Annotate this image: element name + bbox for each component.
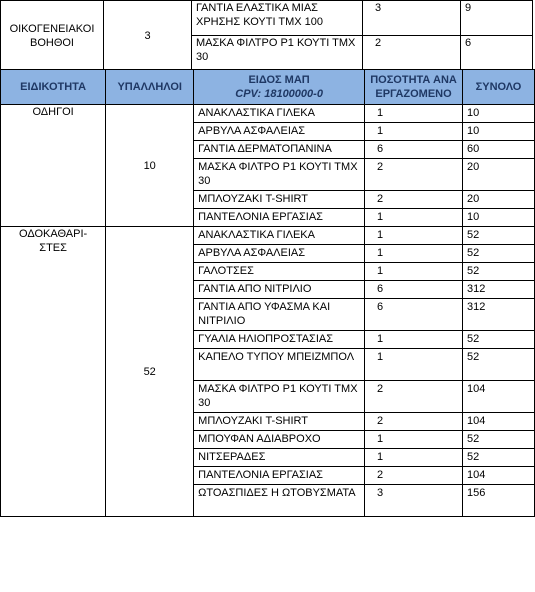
total-cell: 52 [463,431,535,449]
qty-cell: 2 [365,413,463,431]
item-cell: ΠΑΝΤΕΛΟΝΙΑ ΕΡΓΑΣΙΑΣ [194,467,365,485]
total-cell: 52 [463,349,535,381]
employees-cell: 3 [104,1,192,71]
item-cell: ΝΙΤΣΕΡΑΔΕΣ [194,449,365,467]
total-cell: 156 [463,485,535,517]
item-cell: ΠΑΝΤΕΛΟΝΙΑ ΕΡΓΑΣΙΑΣ [194,209,365,227]
item-cell: ΑΝΑΚΛΑΣΤΙΚΑ ΓΙΛΕΚΑ [194,227,365,245]
employees-cell: 10 [106,105,194,227]
item-cell: ΚΑΠΕΛΟ ΤΥΠΟΥ ΜΠΕΙΖΜΠΟΛ [194,349,365,381]
total-cell: 9 [461,1,533,36]
total-cell: 104 [463,467,535,485]
table-row [1,1,533,36]
item-cell: ΜΑΣΚΑ ΦΙΛΤΡΟ P1 ΚΟΥΤΙ ΤΜΧ 30 [192,36,363,71]
item-cell: ΩΤΟΑΣΠΙΔΕΣ Η ΩΤΟΒΥΣΜΑΤΑ [194,485,365,517]
qty-cell: 3 [363,1,461,36]
role-cell: ΟΙΚΟΓΕΝΕΙΑΚΟΙ ΒΟΗΘΟΙ [1,1,104,71]
item-cell: ΑΝΑΚΛΑΣΤΙΚΑ ΓΙΛΕΚΑ [194,105,365,123]
total-cell: 10 [463,105,535,123]
qty-cell: 6 [365,281,463,299]
qty-cell: 1 [365,245,463,263]
employees-cell: 52 [106,227,194,517]
item-cell: ΓΑΝΤΙΑ ΔΕΡΜΑΤΟΠΑΝΙΝΑ [194,141,365,159]
qty-cell: 1 [365,227,463,245]
total-cell: 312 [463,281,535,299]
total-cell: 52 [463,227,535,245]
total-cell: 52 [463,263,535,281]
qty-cell: 6 [365,141,463,159]
main-table [0,69,535,517]
qty-cell: 1 [365,431,463,449]
table-row [1,105,535,123]
role-cell: ΟΔΟΚΑΘΑΡΙ-ΣΤΕΣ [1,227,106,517]
header-item [194,70,365,105]
header-cpv: CPV: 18100000-0 [235,88,323,100]
item-cell: ΑΡΒΥΛΑ ΑΣΦΑΛΕΙΑΣ [194,245,365,263]
qty-cell: 1 [365,349,463,381]
item-cell: ΜΑΣΚΑ ΦΙΛΤΡΟ P1 ΚΟΥΤΙ ΤΜΧ 30 [194,381,365,413]
item-cell: ΜΑΣΚΑ ΦΙΛΤΡΟ P1 ΚΟΥΤΙ ΤΜΧ 30 [194,159,365,191]
item-cell: ΓΑΝΤΙΑ ΕΛΑΣΤΙΚΑ ΜΙΑΣ ΧΡΗΣΗΣ ΚΟΥΤΙ ΤΜΧ 100 [192,1,363,36]
qty-cell: 1 [365,263,463,281]
header-employees: ΥΠΑΛΛΗΛΟΙ [106,70,194,105]
role-cell: ΟΔΗΓΟΙ [1,105,106,227]
total-cell: 104 [463,381,535,413]
qty-cell: 1 [365,105,463,123]
total-cell: 60 [463,141,535,159]
item-cell: ΑΡΒΥΛΑ ΑΣΦΑΛΕΙΑΣ [194,123,365,141]
qty-cell: 2 [365,467,463,485]
qty-cell: 1 [365,449,463,467]
total-cell: 52 [463,449,535,467]
total-cell: 20 [463,191,535,209]
main-table-body [1,105,535,517]
total-cell: 52 [463,245,535,263]
total-cell: 104 [463,413,535,431]
qty-cell: 1 [365,209,463,227]
qty-cell: 1 [365,331,463,349]
table-row [1,227,535,245]
item-cell: ΓΑΝΤΙΑ ΑΠΟ ΝΙΤΡΙΛΙΟ [194,281,365,299]
header-qty: ΠΟΣΟΤΗΤΑ ΑΝΑ ΕΡΓΑΖΟΜΕΝΟ [365,70,463,105]
total-cell: 6 [461,36,533,71]
total-cell: 312 [463,299,535,331]
qty-cell: 6 [365,299,463,331]
item-cell: ΓΥΑΛΙΑ ΗΛΙΟΠΡΟΣΤΑΣΙΑΣ [194,331,365,349]
header-total: ΣΥΝΟΛΟ [463,70,535,105]
item-cell: ΜΠΛΟΥΖΑΚΙ T-SHIRT [194,191,365,209]
header-specialty: ΕΙΔΙΚΟΤΗΤΑ [1,70,106,105]
total-cell: 10 [463,209,535,227]
qty-cell: 1 [365,123,463,141]
total-cell: 10 [463,123,535,141]
item-cell: ΜΠΛΟΥΖΑΚΙ T-SHIRT [194,413,365,431]
qty-cell: 2 [365,159,463,191]
qty-cell: 2 [363,36,461,71]
qty-cell: 2 [365,381,463,413]
top-table [0,0,533,71]
qty-cell: 2 [365,191,463,209]
item-cell: ΓΑΝΤΙΑ ΑΠΟ ΥΦΑΣΜΑ ΚΑΙ ΝΙΤΡΙΛΙΟ [194,299,365,331]
item-cell: ΓΑΛΟΤΣΕΣ [194,263,365,281]
item-cell: ΜΠΟΥΦΑΝ ΑΔΙΑΒΡΟΧΟ [194,431,365,449]
total-cell: 52 [463,331,535,349]
qty-cell: 3 [365,485,463,517]
header-item-label: ΕΙΔΟΣ ΜΑΠ [248,74,310,86]
header-row [1,70,535,105]
total-cell: 20 [463,159,535,191]
